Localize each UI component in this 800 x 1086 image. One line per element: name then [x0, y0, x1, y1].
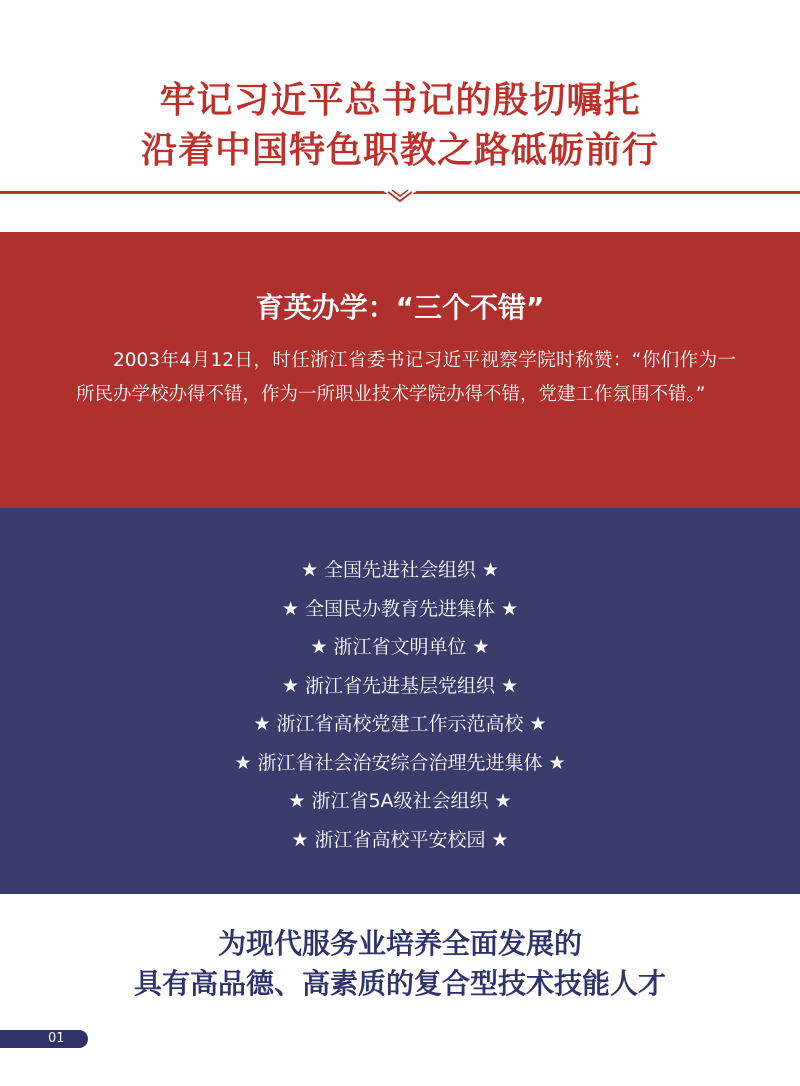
star-icon: ★ — [291, 828, 309, 851]
star-icon: ★ — [253, 713, 271, 735]
slogan-line-2: 具有高品德、高素质的复合型技术技能人才 — [133, 967, 666, 1000]
star-icon: ★ — [300, 559, 318, 581]
main-title-line-2: 沿着中国特色职教之路砥砺前行 — [140, 130, 659, 171]
star-icon: ★ — [494, 790, 512, 812]
honor-label: 浙江省社会治安综合治理先进集体 — [257, 751, 543, 774]
star-icon: ★ — [548, 751, 566, 774]
star-icon: ★ — [472, 636, 490, 658]
honors-list — [0, 551, 800, 859]
honor-label: 浙江省高校党建工作示范高校 — [276, 713, 524, 735]
main-title-line-1: 牢记习近平总书记的殷切嘱托 — [159, 80, 641, 121]
star-icon: ★ — [501, 674, 519, 697]
chevron-down-icon — [377, 186, 423, 206]
slogan-line-1: 为现代服务业培养全面发展的 — [217, 927, 582, 960]
honor-label: 全国民办教育先进集体 — [304, 597, 495, 620]
honor-item — [0, 782, 800, 821]
honor-item — [0, 821, 800, 860]
star-icon: ★ — [310, 636, 328, 658]
star-icon: ★ — [529, 713, 547, 735]
star-icon: ★ — [281, 674, 299, 697]
star-icon: ★ — [491, 828, 509, 851]
honor-item — [0, 590, 800, 629]
star-icon: ★ — [281, 597, 299, 620]
honor-label: 全国先进社会组织 — [323, 559, 476, 581]
honor-label: 浙江省5A级社会组织 — [311, 790, 489, 812]
honor-item — [0, 551, 800, 590]
section-heading: 育英办学：“三个不错” — [255, 291, 545, 324]
star-icon: ★ — [288, 790, 306, 812]
honor-label: 浙江省文明单位 — [333, 636, 467, 658]
star-icon: ★ — [482, 559, 500, 581]
page-header — [0, 0, 800, 232]
quote-paragraph: 2003年4月12日，时任浙江省委书记习近平视察学院时称赞：“你们作为一所民办学校办得不错，作为一所职业技术学院办得不错，党建工作氛围不错。” — [76, 350, 736, 405]
star-icon: ★ — [501, 597, 519, 620]
honor-item — [0, 628, 800, 667]
honor-item — [0, 705, 800, 744]
honor-item — [0, 667, 800, 706]
page-number: 01 — [48, 1031, 65, 1046]
honor-item — [0, 744, 800, 783]
page-number-tab — [0, 1030, 88, 1048]
honor-label: 浙江省先进基层党组织 — [304, 674, 495, 697]
star-icon: ★ — [234, 751, 252, 774]
honor-label: 浙江省高校平安校园 — [314, 828, 486, 851]
